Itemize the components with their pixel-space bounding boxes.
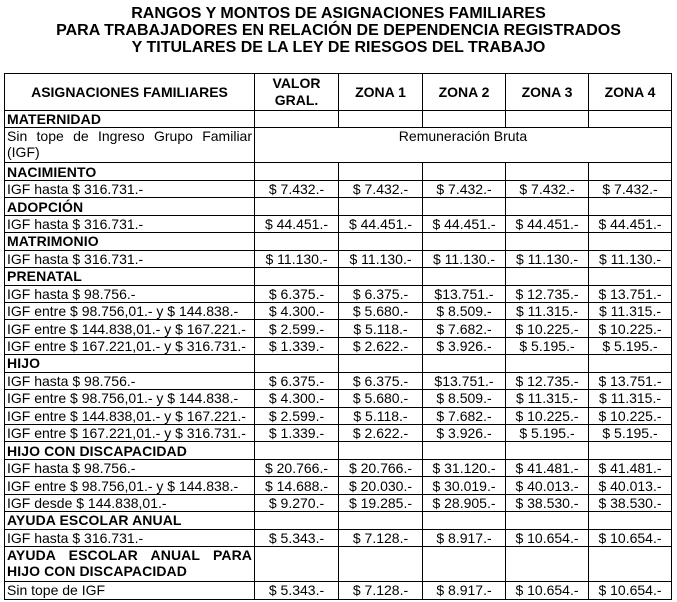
- value-zona-3-cell: $ 12.735.-: [506, 372, 589, 389]
- value-gral-cell: $ 14.688.-: [255, 477, 339, 494]
- table-row: [5, 494, 672, 511]
- value-zona-1-cell: $ 20.766.-: [339, 459, 423, 476]
- section-title: PRENATAL: [5, 268, 255, 285]
- value-zona-3-cell: $ 11.315.-: [506, 302, 589, 319]
- value-zona-4-cell: $ 11.130.-: [589, 250, 672, 267]
- document-title-line-1: RANGOS Y MONTOS DE ASIGNACIONES FAMILIARES: [131, 5, 546, 22]
- table-row: [5, 337, 672, 354]
- value-zona-3-cell: $ 11.315.-: [506, 390, 589, 407]
- value-zona-4-cell: $ 44.451.-: [589, 215, 672, 232]
- empty-cell: [339, 355, 423, 372]
- value-zona-3-cell: $ 10.225.-: [506, 320, 589, 337]
- value-zona-2-cell: $ 30.019.-: [423, 477, 506, 494]
- empty-cell: [589, 442, 672, 459]
- section-row-hijo-discapacidad: [5, 442, 672, 459]
- value-gral-cell: $ 1.339.-: [255, 337, 339, 354]
- row-label: IGF entre $ 144.838,01.- y $ 167.221.-: [5, 320, 255, 337]
- value-zona-2-cell: $13.751.-: [423, 285, 506, 302]
- value-zona-2-cell: $ 8.917.-: [423, 582, 506, 599]
- value-zona-4-cell: $ 7.432.-: [589, 180, 672, 197]
- empty-cell: [423, 547, 506, 582]
- value-zona-4-cell: $ 13.751.-: [589, 285, 672, 302]
- empty-cell: [423, 198, 506, 215]
- row-label: IGF hasta $ 98.756.-: [5, 372, 255, 389]
- value-zona-1-cell: $ 5.118.-: [339, 407, 423, 424]
- empty-cell: [423, 268, 506, 285]
- section-title: AYUDA ESCOLAR ANUAL PARA HIJO CON DISCAPACIDAD: [5, 547, 255, 582]
- row-label: IGF desde $ 144.838,01.-: [5, 494, 255, 511]
- empty-cell: [589, 355, 672, 372]
- header-asignaciones: ASIGNACIONES FAMILIARES: [5, 74, 255, 111]
- empty-cell: [506, 268, 589, 285]
- empty-cell: [506, 547, 589, 582]
- value-zona-3-cell: $ 40.013.-: [506, 477, 589, 494]
- empty-cell: [506, 512, 589, 529]
- row-label: IGF hasta $ 316.731.-: [5, 180, 255, 197]
- value-gral-cell: $ 2.599.-: [255, 407, 339, 424]
- value-zona-4-cell: $ 11.315.-: [589, 302, 672, 319]
- value-zona-2-cell: $ 8.509.-: [423, 302, 506, 319]
- value-gral-cell: $ 5.343.-: [255, 582, 339, 599]
- section-title: NACIMIENTO: [5, 163, 255, 180]
- section-title: HIJO: [5, 355, 255, 372]
- row-label: IGF hasta $ 316.731.-: [5, 529, 255, 546]
- value-gral-cell: $ 44.451.-: [255, 215, 339, 232]
- value-zona-3-cell: $ 44.451.-: [506, 215, 589, 232]
- empty-cell: [255, 355, 339, 372]
- empty-cell: [506, 355, 589, 372]
- empty-cell: [255, 547, 339, 582]
- empty-cell: [589, 163, 672, 180]
- allowances-table: [4, 73, 672, 600]
- value-zona-3-cell: $ 11.130.-: [506, 250, 589, 267]
- section-row-adopcion: [5, 198, 672, 215]
- value-zona-3-cell: $ 7.432.-: [506, 180, 589, 197]
- value-zona-1-cell: $ 2.622.-: [339, 337, 423, 354]
- value-gral-cell: $ 11.130.-: [255, 250, 339, 267]
- empty-cell: [339, 512, 423, 529]
- document-title-line-2: PARA TRABAJADORES EN RELACIÓN DE DEPENDENCIA REGISTRADOS: [56, 22, 621, 39]
- value-zona-2-cell: $ 28.905.-: [423, 494, 506, 511]
- row-label: IGF hasta $ 98.756.-: [5, 285, 255, 302]
- header-zona-2: ZONA 2: [423, 74, 506, 111]
- section-row-hijo: [5, 355, 672, 372]
- table-row: [5, 250, 672, 267]
- empty-cell: [255, 442, 339, 459]
- value-zona-1-cell: $ 7.128.-: [339, 582, 423, 599]
- empty-cell: [589, 233, 672, 250]
- empty-cell: [423, 233, 506, 250]
- value-zona-3-cell: $ 5.195.-: [506, 337, 589, 354]
- table-row: [5, 529, 672, 546]
- empty-cell: [339, 233, 423, 250]
- value-zona-3-cell: $ 5.195.-: [506, 425, 589, 442]
- section-title: MATRIMONIO: [5, 233, 255, 250]
- section-title: ADOPCIÓN: [5, 198, 255, 215]
- empty-cell: [339, 268, 423, 285]
- empty-cell: [423, 163, 506, 180]
- value-zona-3-cell: $ 38.530.-: [506, 494, 589, 511]
- header-zona-4: ZONA 4: [589, 74, 672, 111]
- value-zona-3-cell: $ 10.225.-: [506, 407, 589, 424]
- table-row: [5, 425, 672, 442]
- value-zona-4-cell: $ 10.225.-: [589, 320, 672, 337]
- value-zona-1-cell: $ 6.375.-: [339, 372, 423, 389]
- empty-cell: [339, 198, 423, 215]
- value-zona-2-cell: $ 8.917.-: [423, 529, 506, 546]
- row-label: IGF entre $ 98.756,01.- y $ 144.838.-: [5, 390, 255, 407]
- header-zona-3: ZONA 3: [506, 74, 589, 111]
- table-row: [5, 582, 672, 599]
- value-zona-4-cell: $ 5.195.-: [589, 425, 672, 442]
- table-row: [5, 372, 672, 389]
- section-row-matrimonio: [5, 233, 672, 250]
- document-title-line-3: Y TITULARES DE LA LEY DE RIESGOS DEL TRABAJO: [131, 39, 546, 56]
- value-zona-4-cell: $ 10.225.-: [589, 407, 672, 424]
- value-zona-2-cell: $ 3.926.-: [423, 425, 506, 442]
- value-zona-3-cell: $ 10.654.-: [506, 529, 589, 546]
- value-zona-2-cell: $ 3.926.-: [423, 337, 506, 354]
- table-row: [5, 302, 672, 319]
- empty-cell: [255, 198, 339, 215]
- empty-cell: [589, 268, 672, 285]
- section-title: MATERNIDAD: [5, 111, 255, 128]
- table-row: [5, 390, 672, 407]
- value-zona-1-cell: $ 5.680.-: [339, 302, 423, 319]
- value-gral-cell: $ 2.599.-: [255, 320, 339, 337]
- section-row-nacimiento: [5, 163, 672, 180]
- value-zona-4-cell: $ 11.315.-: [589, 390, 672, 407]
- table-row: [5, 215, 672, 232]
- row-label: IGF hasta $ 316.731.-: [5, 250, 255, 267]
- table-row: [5, 320, 672, 337]
- empty-cell: [339, 163, 423, 180]
- table-row: [5, 477, 672, 494]
- section-row-prenatal: [5, 268, 672, 285]
- row-label: Sin tope de IGF: [5, 582, 255, 599]
- empty-cell: [339, 547, 423, 582]
- table-row: [5, 459, 672, 476]
- table-row: [5, 285, 672, 302]
- row-label: IGF entre $ 144.838,01.- y $ 167.221.-: [5, 407, 255, 424]
- value-zona-2-cell: $13.751.-: [423, 372, 506, 389]
- empty-cell: [423, 355, 506, 372]
- value-zona-1-cell: $ 6.375.-: [339, 285, 423, 302]
- value-zona-4-cell: $ 13.751.-: [589, 372, 672, 389]
- value-zona-2-cell: $ 7.432.-: [423, 180, 506, 197]
- value-zona-3-cell: $ 41.481.-: [506, 459, 589, 476]
- row-label: IGF entre $ 167.221,01.- y $ 316.731.-: [5, 337, 255, 354]
- value-zona-1-cell: $ 11.130.-: [339, 250, 423, 267]
- value-zona-2-cell: $ 31.120.-: [423, 459, 506, 476]
- row-value-span: Remuneración Bruta: [255, 128, 672, 163]
- row-label: IGF hasta $ 316.731.-: [5, 215, 255, 232]
- value-zona-4-cell: $ 10.654.-: [589, 529, 672, 546]
- value-gral-cell: $ 7.432.-: [255, 180, 339, 197]
- empty-cell: [506, 233, 589, 250]
- table-header-row: [5, 74, 672, 111]
- value-gral-cell: $ 6.375.-: [255, 285, 339, 302]
- row-label: IGF entre $ 98.756,01.- y $ 144.838.-: [5, 477, 255, 494]
- table-row: [5, 128, 672, 163]
- section-title: AYUDA ESCOLAR ANUAL: [5, 512, 255, 529]
- value-zona-2-cell: $ 8.509.-: [423, 390, 506, 407]
- row-label: IGF entre $ 98.756,01.- y $ 144.838.-: [5, 302, 255, 319]
- value-gral-cell: $ 20.766.-: [255, 459, 339, 476]
- value-zona-1-cell: $ 5.118.-: [339, 320, 423, 337]
- value-zona-2-cell: $ 44.451.-: [423, 215, 506, 232]
- row-label: IGF hasta $ 98.756.-: [5, 459, 255, 476]
- value-zona-1-cell: $ 44.451.-: [339, 215, 423, 232]
- section-title: HIJO CON DISCAPACIDAD: [5, 442, 255, 459]
- empty-cell: [255, 233, 339, 250]
- value-zona-4-cell: $ 38.530.-: [589, 494, 672, 511]
- header-zona-1: ZONA 1: [339, 74, 423, 111]
- section-row-ayuda-escolar: [5, 512, 672, 529]
- value-zona-1-cell: $ 19.285.-: [339, 494, 423, 511]
- table-row: [5, 407, 672, 424]
- row-label: Sin tope de Ingreso Grupo Familiar (IGF): [5, 128, 255, 163]
- empty-cell: [423, 442, 506, 459]
- empty-cell: [589, 198, 672, 215]
- value-zona-4-cell: $ 10.654.-: [589, 582, 672, 599]
- empty-cell: [506, 442, 589, 459]
- empty-cell: [255, 268, 339, 285]
- value-zona-3-cell: $ 10.654.-: [506, 582, 589, 599]
- empty-cell: [589, 547, 672, 582]
- value-zona-1-cell: $ 7.432.-: [339, 180, 423, 197]
- value-gral-cell: $ 9.270.-: [255, 494, 339, 511]
- table-body: [5, 111, 672, 600]
- value-zona-1-cell: $ 5.680.-: [339, 390, 423, 407]
- value-zona-3-cell: $ 12.735.-: [506, 285, 589, 302]
- value-zona-2-cell: $ 7.682.-: [423, 407, 506, 424]
- section-row-maternidad: [5, 111, 672, 128]
- value-zona-1-cell: $ 7.128.-: [339, 529, 423, 546]
- value-zona-2-cell: $ 7.682.-: [423, 320, 506, 337]
- value-zona-4-cell: $ 5.195.-: [589, 337, 672, 354]
- value-gral-cell: $ 4.300.-: [255, 390, 339, 407]
- empty-cell: [255, 512, 339, 529]
- value-gral-cell: $ 6.375.-: [255, 372, 339, 389]
- empty-cell: [339, 442, 423, 459]
- value-zona-1-cell: $ 20.030.-: [339, 477, 423, 494]
- value-zona-4-cell: $ 41.481.-: [589, 459, 672, 476]
- empty-cell: [423, 512, 506, 529]
- empty-cell: [589, 512, 672, 529]
- header-valor-gral: VALOR GRAL.: [255, 74, 339, 111]
- empty-cell: [506, 163, 589, 180]
- value-zona-2-cell: $ 11.130.-: [423, 250, 506, 267]
- row-label: IGF entre $ 167.221,01.- y $ 316.731.-: [5, 425, 255, 442]
- table-row: [5, 180, 672, 197]
- value-gral-cell: $ 4.300.-: [255, 302, 339, 319]
- value-zona-4-cell: $ 40.013.-: [589, 477, 672, 494]
- value-zona-1-cell: $ 2.622.-: [339, 425, 423, 442]
- empty-cell: [506, 198, 589, 215]
- section-row-ayuda-escolar-disc: [5, 547, 672, 582]
- value-gral-cell: $ 5.343.-: [255, 529, 339, 546]
- value-gral-cell: $ 1.339.-: [255, 425, 339, 442]
- empty-cell: [255, 163, 339, 180]
